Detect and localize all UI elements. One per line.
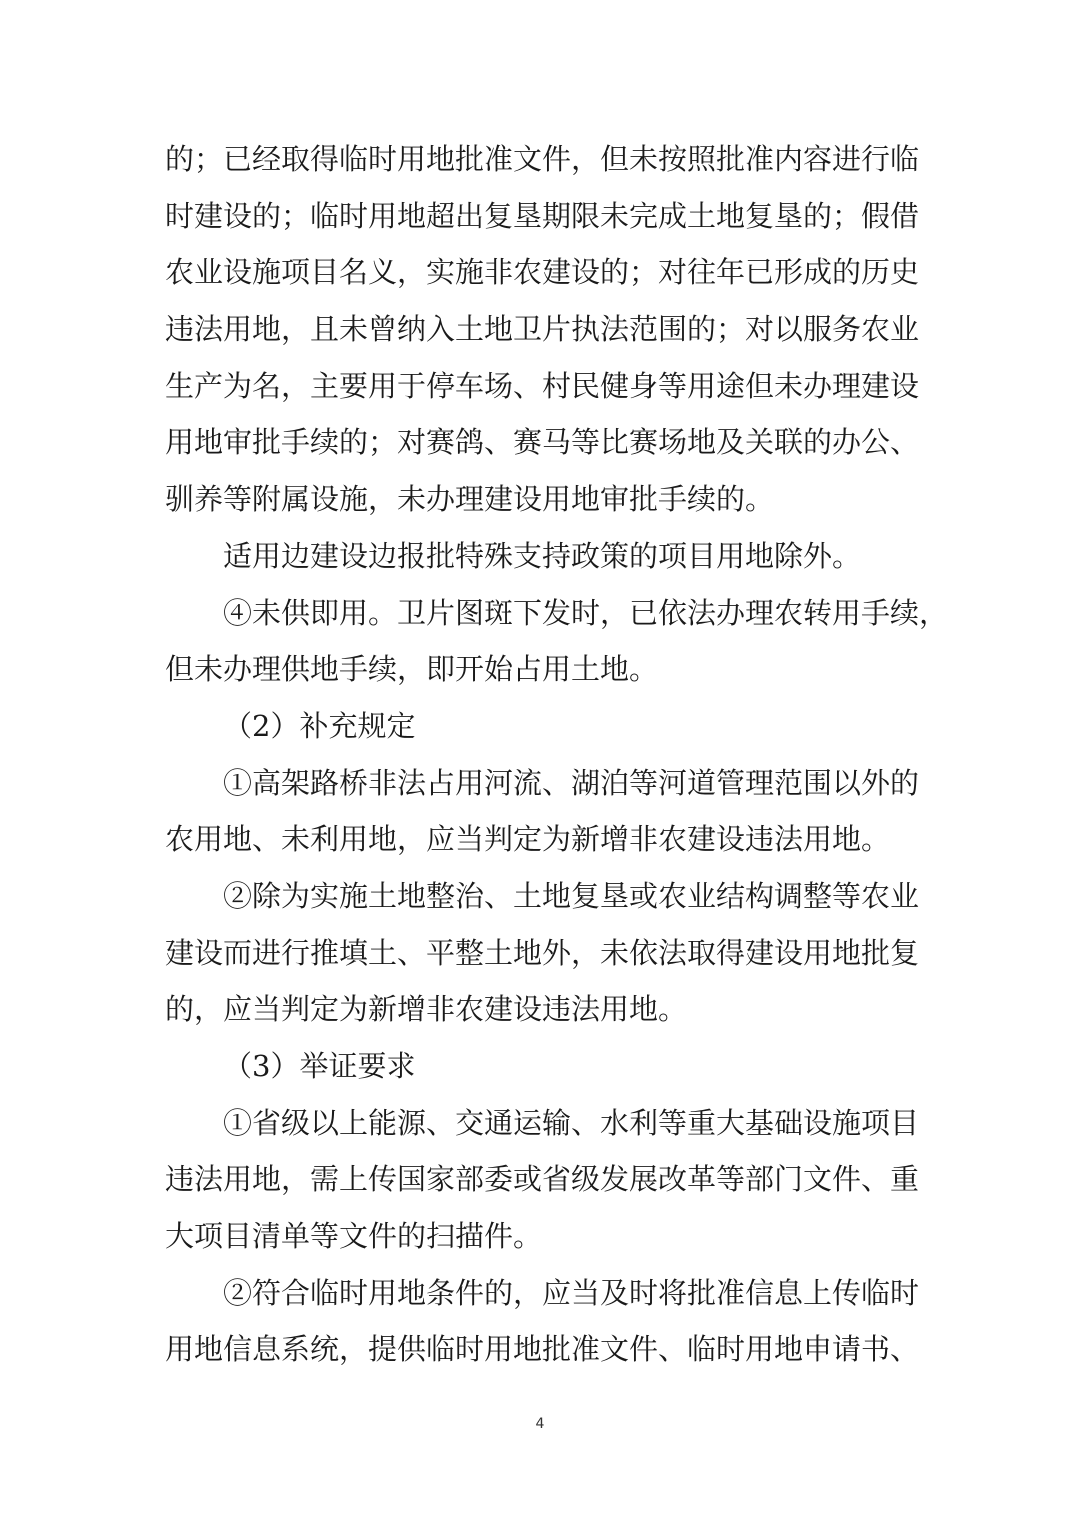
text-line: 的，应当判定为新增非农建设违法用地。 (165, 992, 688, 1027)
text-line: 违法用地，且未曾纳入土地卫片执法范围的；对以服务农业 (165, 312, 920, 347)
text-line: 建设而进行推填土、平整土地外，未依法取得建设用地批复 (165, 935, 920, 970)
text-line: ②除为实施土地整治、土地复垦或农业结构调整等农业 (223, 878, 920, 913)
text-line: 违法用地，需上传国家部委或省级发展改革等部门文件、重 (165, 1162, 920, 1197)
text-line: ①省级以上能源、交通运输、水利等重大基础设施项目 (223, 1105, 920, 1140)
text-line: 大项目清单等文件的扫描件。 (165, 1219, 543, 1254)
text-line: 时建设的；临时用地超出复垦期限未完成土地复垦的；假借 (165, 198, 920, 233)
text-line: ②符合临时用地条件的，应当及时将批准信息上传临时 (223, 1275, 920, 1310)
section-heading: （3）举证要求 (223, 1049, 416, 1083)
text-line: 驯养等附属设施，未办理建设用地审批手续的。 (165, 482, 775, 517)
document-body (165, 131, 949, 1378)
text-line: 农业设施项目名义，实施非农建设的；对往年已形成的历史 (165, 255, 920, 290)
section-heading: （2）补充规定 (223, 708, 416, 743)
text-line: ④未供即用。卫片图斑下发时，已依法办理农转用手续， (223, 595, 949, 630)
text-line: 适用边建设边报批特殊支持政策的项目用地除外。 (223, 538, 862, 573)
text-line: 的；已经取得临时用地批准文件，但未按照批准内容进行临 (165, 142, 920, 176)
text-line: 农用地、未利用地，应当判定为新增非农建设违法用地。 (165, 822, 891, 857)
text-line: 生产为名，主要用于停车场、村民健身等用途但未办理建设 (165, 368, 920, 403)
text-line: 但未办理供地手续，即开始占用土地。 (165, 652, 659, 687)
text-line: ①高架路桥非法占用河流、湖泊等河道管理范围以外的 (223, 765, 920, 800)
page-number: 4 (535, 1416, 545, 1432)
text-line: 用地审批手续的；对赛鸽、赛马等比赛场地及关联的办公、 (165, 425, 920, 460)
text-line: 用地信息系统，提供临时用地批准文件、临时用地申请书、 (165, 1332, 920, 1367)
